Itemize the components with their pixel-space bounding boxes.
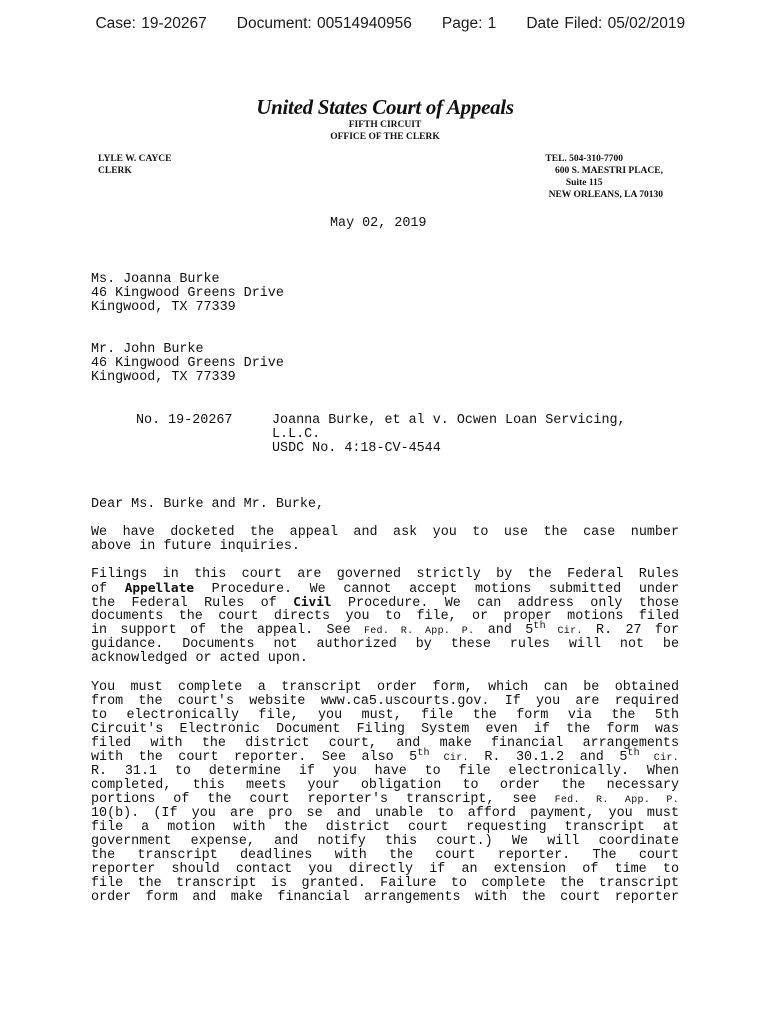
court-city: NEW ORLEANS, LA 70130 bbox=[548, 190, 663, 200]
text-line: filed with the district court, and make financial arrangements bbox=[91, 736, 679, 751]
civil-bold: Civil bbox=[293, 595, 332, 610]
text-line: Circuit's Electronic Document Filing System even if the form was bbox=[91, 722, 679, 737]
recipient-street: 46 Kingwood Greens Drive bbox=[91, 286, 284, 301]
text-line: R. 31.1 to determine if you have to file electronically. When bbox=[91, 764, 679, 779]
text-line: documents the court directs you to file, or proper motions filed bbox=[91, 609, 679, 624]
appellate-bold: Appellate bbox=[124, 581, 195, 596]
text-line: the transcript deadlines with the court reporter. The court bbox=[91, 848, 679, 863]
recipient-name: Mr. John Burke bbox=[91, 342, 204, 357]
clerk-title: CLERK bbox=[98, 166, 132, 176]
recipient-name: Ms. Joanna Burke bbox=[91, 272, 220, 287]
office-name: OFFICE OF THE CLERK bbox=[330, 132, 440, 142]
text-line: acknowledged or acted upon. bbox=[91, 651, 308, 666]
clerk-name: LYLE W. CAYCE bbox=[98, 154, 172, 164]
letter-date: May 02, 2019 bbox=[330, 216, 427, 231]
case-reference-number: No. 19-20267 bbox=[136, 413, 233, 428]
text-line: with the court reporter. See also 5th Cir. R. 30.1.2 and 5th Cir. bbox=[91, 748, 679, 765]
recipient-address bbox=[91, 273, 284, 315]
court-address bbox=[545, 153, 663, 201]
text-line: in support of the appeal. See Fed. R. App. P. and 5th Cir. R. 27 for bbox=[91, 621, 680, 638]
text-line: to electronically file, you must, file the form via the 5th bbox=[91, 708, 679, 723]
text-line: from the court's website www.ca5.uscourts.gov. If you are required bbox=[91, 694, 679, 709]
text-line: Filings in this court are governed strictly by the Federal Rules bbox=[91, 567, 679, 582]
paragraph-filings bbox=[91, 568, 679, 666]
recipient-street: 46 Kingwood Greens Drive bbox=[91, 356, 284, 371]
text-line: We have docketed the appeal and ask you to use the case number bbox=[91, 525, 679, 540]
text-line: portions of the court reporter's transcript, see Fed. R. App. P. bbox=[91, 792, 680, 807]
text-line: above in future inquiries. bbox=[91, 539, 300, 554]
court-name: United States Court of Appeals bbox=[256, 95, 514, 119]
document-number: Document: 00514940956 bbox=[236, 15, 412, 32]
text-line: file the transcript is granted. Failure to complete the transcript bbox=[91, 876, 679, 891]
text-line: file a motion with the district court requesting transcript at bbox=[91, 820, 679, 835]
paragraph-transcript bbox=[91, 681, 679, 905]
usdc-number: USDC No. 4:18-CV-4544 bbox=[272, 441, 441, 456]
salutation: Dear Ms. Burke and Mr. Burke, bbox=[91, 497, 325, 512]
text-line: reporter should contact you directly if an extension of time to bbox=[91, 862, 679, 877]
text-line: the Federal Rules of Civil Procedure. We can address only those bbox=[91, 595, 679, 611]
recipient-city: Kingwood, TX 77339 bbox=[91, 370, 236, 385]
filing-header bbox=[0, 0, 770, 33]
case-title-line: Joanna Burke, et al v. Ocwen Loan Servicing, bbox=[272, 413, 626, 428]
court-street: 600 S. MAESTRI PLACE, bbox=[555, 166, 663, 176]
clerk-block bbox=[98, 153, 172, 177]
case-title-line: L.L.C. bbox=[272, 427, 321, 442]
case-reference-title bbox=[272, 414, 626, 456]
case-number: Case: 19-20267 bbox=[95, 15, 207, 32]
text-line: completed, this meets your obligation to order the necessary bbox=[91, 778, 679, 793]
text-line: You must complete a transcript order form, which can be obtained bbox=[91, 680, 679, 695]
text-line: order form and make financial arrangements with the court reporter bbox=[91, 890, 679, 905]
text-line: guidance. Documents not authorized by these rules will not be bbox=[91, 637, 679, 652]
recipient-address bbox=[91, 343, 284, 385]
text-line: 10(b). (If you are pro se and unable to afford payment, you must bbox=[91, 806, 679, 821]
court-suite: Suite 115 bbox=[565, 178, 603, 188]
text-line: of Appellate Procedure. We cannot accept motions submitted under bbox=[91, 581, 680, 597]
page-number: Page: 1 bbox=[441, 15, 497, 32]
paragraph-docketed bbox=[91, 526, 679, 554]
circuit-name: FIFTH CIRCUIT bbox=[348, 120, 422, 130]
date-filed: Date Filed: 05/02/2019 bbox=[526, 15, 686, 32]
text-line: government expense, and notify this court.) We will coordinate bbox=[91, 834, 679, 849]
recipient-city: Kingwood, TX 77339 bbox=[91, 300, 236, 315]
court-telephone: TEL. 504-310-7700 bbox=[545, 154, 623, 164]
